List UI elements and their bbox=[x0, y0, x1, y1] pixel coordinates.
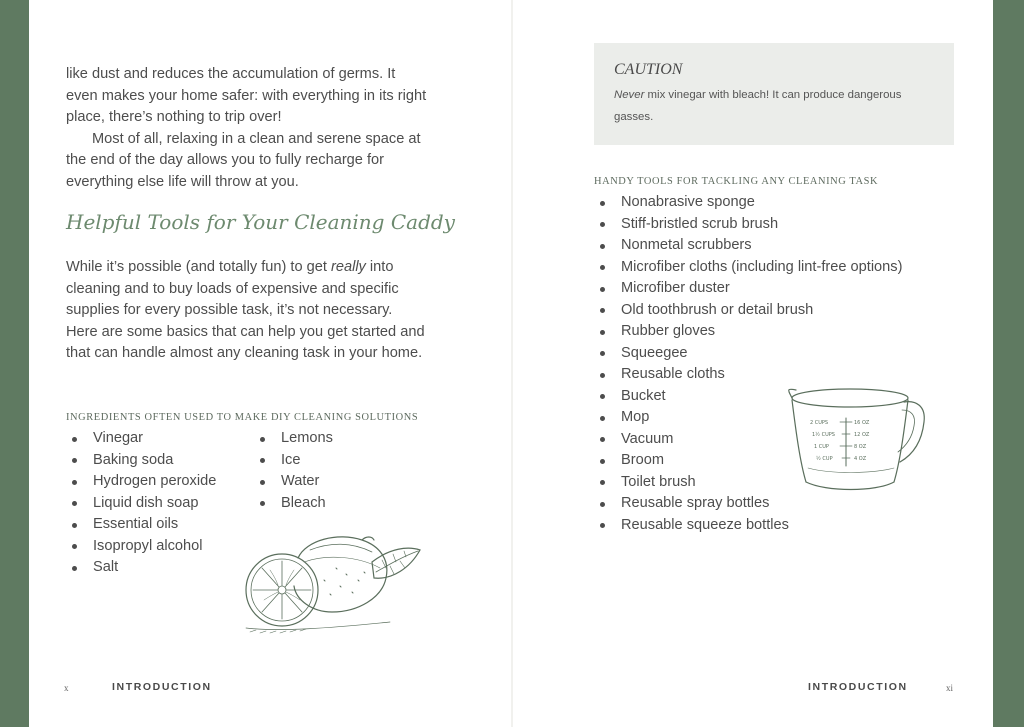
ingredient-item: Water bbox=[254, 471, 404, 493]
tool-item: Microfiber cloths (including lint-free options) bbox=[594, 257, 954, 279]
caution-body: mix vinegar with bleach! It can produce dangerous gasses. bbox=[614, 89, 902, 123]
caution-box bbox=[594, 43, 954, 145]
caution-emphasis: Never bbox=[614, 89, 645, 101]
tool-item: Squeegee bbox=[594, 343, 954, 365]
cup-mark-1-5-cups: 1½ CUPS bbox=[812, 432, 835, 438]
cup-mark-16-oz: 16 OZ bbox=[854, 420, 870, 426]
ingredient-item: Ice bbox=[254, 450, 404, 472]
ingredient-item: Liquid dish soap bbox=[66, 493, 256, 515]
ingredient-item: Vinegar bbox=[66, 428, 256, 450]
right-running-footer: INTRODUCTION bbox=[808, 681, 908, 693]
right-page-number: xi bbox=[946, 683, 954, 693]
caution-text bbox=[614, 85, 939, 128]
page-gutter bbox=[511, 0, 513, 727]
lemon-illustration bbox=[240, 528, 425, 638]
section-heading: Helpful Tools for Your Cleaning Caddy bbox=[66, 210, 455, 234]
tools-intro-paragraph bbox=[66, 257, 428, 365]
cup-mark-2-cups: 2 CUPS bbox=[810, 420, 829, 426]
tool-item: Nonmetal scrubbers bbox=[594, 235, 954, 257]
ingredient-item: Bleach bbox=[254, 493, 404, 515]
tool-item: Mop bbox=[594, 407, 954, 429]
ingredient-item: Essential oils bbox=[66, 514, 256, 536]
ingredient-item: Baking soda bbox=[66, 450, 256, 472]
measuring-cup-illustration bbox=[786, 382, 931, 497]
ingredient-item: Lemons bbox=[254, 428, 404, 450]
intro-paragraphs bbox=[66, 64, 428, 193]
tool-item: Toilet brush bbox=[594, 472, 954, 494]
paragraph-1: like dust and reduces the accumulation of germs. It even makes your home safer: with everything in its right place, there’s nothing to trip over! bbox=[66, 66, 427, 125]
tool-item: Reusable spray bottles bbox=[594, 493, 954, 515]
tool-item: Reusable squeeze bottles bbox=[594, 515, 954, 537]
tool-item: Rubber gloves bbox=[594, 321, 954, 343]
caution-title: CAUTION bbox=[614, 61, 683, 78]
tool-item: Vacuum bbox=[594, 429, 954, 451]
ingredients-list-col2 bbox=[254, 428, 404, 514]
intro-text-end: into cleaning and to buy loads of expensive and specific supplies for every possible task, it’s not necessary. Here are some basics that can help you get started and that can handle almost any cleaning task in your home. bbox=[66, 259, 425, 361]
cup-mark-1-cup: 1 CUP bbox=[814, 444, 829, 450]
tool-item: Old toothbrush or detail brush bbox=[594, 300, 954, 322]
tools-heading: HANDY TOOLS FOR TACKLING ANY CLEANING TASK bbox=[594, 176, 879, 187]
paragraph-2: Most of all, relaxing in a clean and serene space at the end of the day allows you to fully recharge for everything else life will throw at you. bbox=[66, 130, 421, 190]
cup-mark-4-oz: 4 OZ bbox=[854, 456, 867, 462]
cup-markings bbox=[810, 420, 870, 462]
cup-mark-12-oz: 12 OZ bbox=[854, 432, 870, 438]
intro-emphasis: really bbox=[330, 259, 366, 275]
tool-item: Reusable cloths bbox=[594, 364, 954, 386]
tool-item: Broom bbox=[594, 450, 954, 472]
tool-item: Microfiber duster bbox=[594, 278, 954, 300]
ingredient-item: Salt bbox=[66, 557, 256, 579]
ingredient-item: Isopropyl alcohol bbox=[66, 536, 256, 558]
ingredient-item: Hydrogen peroxide bbox=[66, 471, 256, 493]
left-page-number: x bbox=[64, 683, 69, 693]
cup-mark-8-oz: 8 OZ bbox=[854, 444, 867, 450]
ingredients-list-col1 bbox=[66, 428, 256, 579]
tool-item: Stiff-bristled scrub brush bbox=[594, 214, 954, 236]
left-running-footer: INTRODUCTION bbox=[112, 681, 212, 693]
ingredients-heading: INGREDIENTS OFTEN USED TO MAKE DIY CLEANING SOLUTIONS bbox=[66, 412, 419, 423]
tool-item: Bucket bbox=[594, 386, 954, 408]
tool-item: Nonabrasive sponge bbox=[594, 192, 954, 214]
cup-mark-half-cup: ½ CUP bbox=[816, 456, 833, 462]
intro-text-start: While it’s possible (and totally fun) to get bbox=[66, 259, 331, 275]
